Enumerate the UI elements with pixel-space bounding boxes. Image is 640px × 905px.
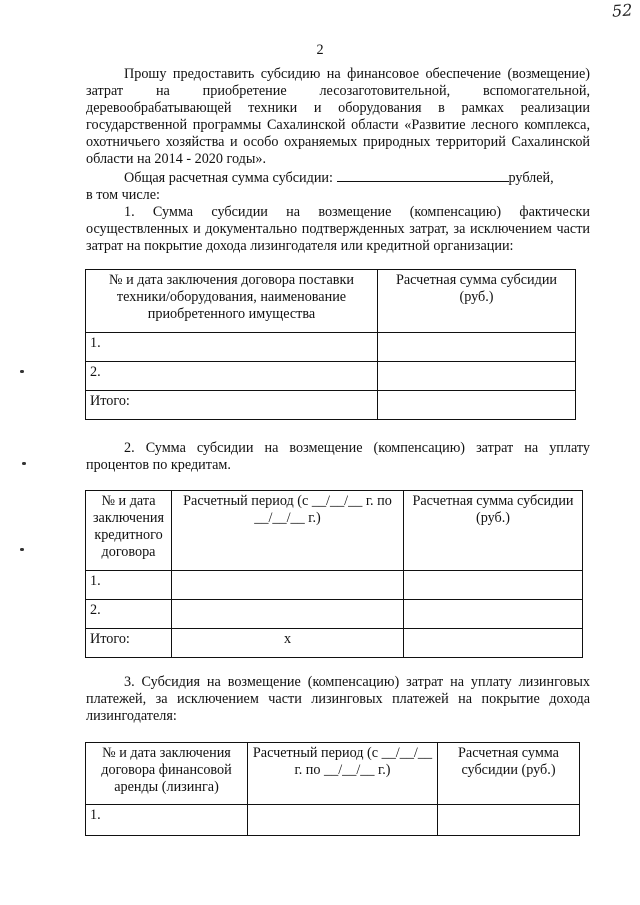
- total-blank: [337, 168, 509, 182]
- handwritten-page-number: 52: [611, 0, 633, 21]
- table-header-cell: Расчетный период (с __/__/__ г. по __/__/__ г.): [248, 743, 438, 805]
- scan-mark: [22, 462, 26, 465]
- section3-block: [86, 674, 590, 725]
- including-text: в том числе:: [86, 187, 160, 203]
- table-row: [86, 805, 580, 836]
- table-cell: [378, 362, 576, 391]
- table-cell: x: [172, 629, 404, 658]
- table-cell: 1.: [86, 571, 172, 600]
- table-header-cell: Расчетная сумма субсидии (руб.): [404, 491, 583, 571]
- section1-text: 1. Сумма субсидии на возмещение (компенсацию) фактически осуществленных и документально подтвержденных затрат, за исключением части затрат на покрытие дохода лизингодателя или кредитной организации:: [86, 204, 590, 254]
- table-section2: [85, 490, 583, 658]
- table-row: [86, 333, 576, 362]
- table-cell: 2.: [86, 600, 172, 629]
- table-cell: [172, 600, 404, 629]
- table-row: [86, 362, 576, 391]
- table-cell: 1.: [86, 805, 248, 836]
- table-cell: [404, 629, 583, 658]
- table-section3: [85, 742, 580, 836]
- table-cell: [404, 571, 583, 600]
- table-row: [86, 571, 583, 600]
- table-header-row: [86, 491, 583, 571]
- scan-mark: [20, 370, 24, 373]
- section3-text: 3. Субсидия на возмещение (компенсацию) затрат на уплату лизинговых платежей, за исключением части лизинговых платежей на покрытие дохода лизингодателя:: [86, 674, 590, 724]
- table-header-row: [86, 270, 576, 333]
- total-unit: рублей,: [508, 170, 554, 186]
- table-header-row: [86, 743, 580, 805]
- table-cell: [248, 805, 438, 836]
- table-cell: Итого:: [86, 391, 378, 420]
- table-section1: [85, 269, 576, 420]
- table-cell: [172, 571, 404, 600]
- table-cell: Итого:: [86, 629, 172, 658]
- table-header-cell: Расчетная сумма субсидии (руб.): [378, 270, 576, 333]
- table-header-cell: Расчетный период (с __/__/__ г. по __/__/__ г.): [172, 491, 404, 571]
- scan-mark: [20, 548, 24, 551]
- intro-block: [86, 66, 590, 255]
- table-header-cell: Расчетная сумма субсидии (руб.): [438, 743, 580, 805]
- table-header-cell: № и дата заключения договора финансовой аренды (лизинга): [86, 743, 248, 805]
- table-cell: [378, 333, 576, 362]
- table-header-cell: № и дата заключения договора поставки техники/оборудования, наименование приобретенного имущества: [86, 270, 378, 333]
- table-cell: [378, 391, 576, 420]
- section2-block: [86, 440, 590, 474]
- total-line: [86, 168, 590, 187]
- table-total-row: [86, 629, 583, 658]
- intro-paragraph: Прошу предоставить субсидию на финансовое обеспечение (возмещение) затрат на приобретение лесозаготовительной, вспомогательной, деревообрабатывающей техники и оборудования в рамках реализации государственной программы Сахалинской области «Развитие лесного комплекса, охотничьего хозяйства и особо охраняемых природных территорий Сахалинской области на 2014 - 2020 годы».: [86, 66, 590, 167]
- page-number: 2: [316, 42, 324, 58]
- table-cell: 2.: [86, 362, 378, 391]
- section2-text: 2. Сумма субсидии на возмещение (компенсацию) затрат на уплату процентов по кредитам.: [86, 440, 590, 473]
- table-cell: [404, 600, 583, 629]
- table-cell: [438, 805, 580, 836]
- table-header-cell: № и дата заключения кредитного договора: [86, 491, 172, 571]
- table-total-row: [86, 391, 576, 420]
- table-row: [86, 600, 583, 629]
- table-cell: 1.: [86, 333, 378, 362]
- total-label: Общая расчетная сумма субсидии:: [124, 170, 333, 186]
